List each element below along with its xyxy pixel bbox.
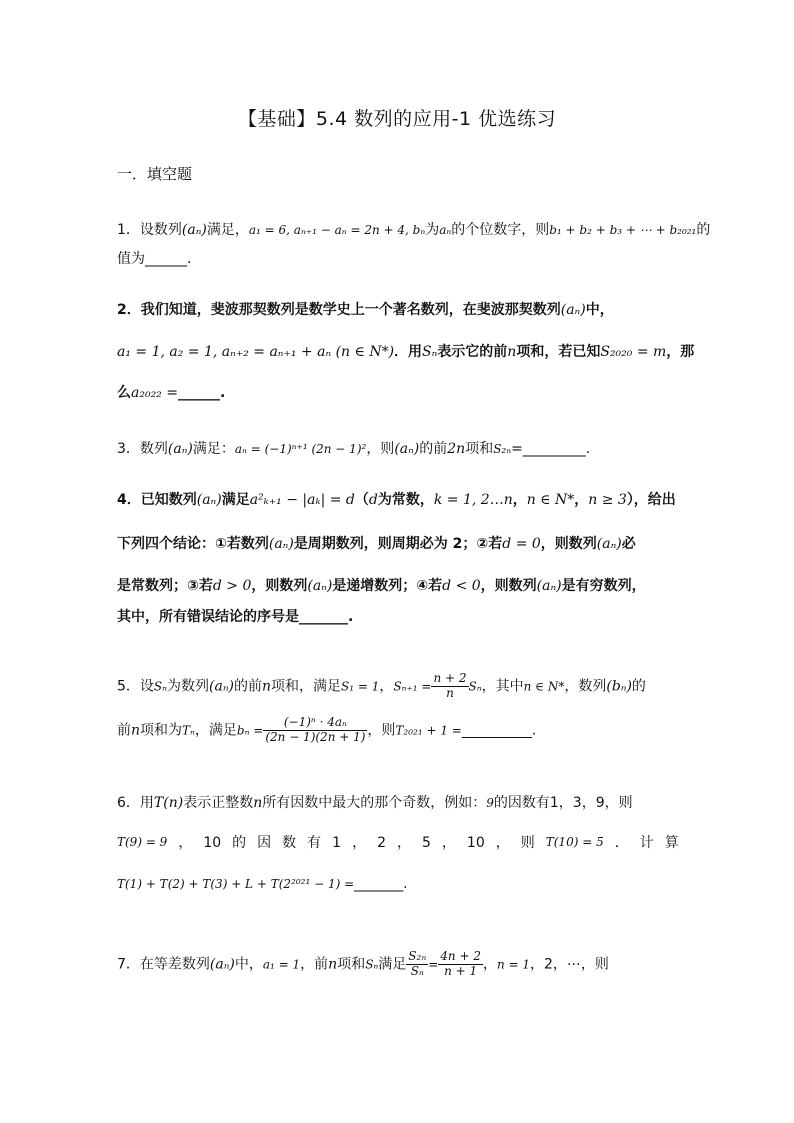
condition-formula: a²ₖ₊₁ − |aₖ| = d <box>249 492 355 508</box>
sum-ratio-fraction: $\frac{n + 2}{n}$ <box>433 671 467 700</box>
question-2-line-1: 2．我们知道，斐波那契数列是数学史上一个著名数列，在斐波那契数列(aₙ)中， <box>117 302 614 318</box>
sequence-formula: aₙ = (−1)ⁿ⁺¹ (2n − 1)² <box>234 442 367 456</box>
question-4-line-1: 4．已知数列(aₙ)满足a²ₖ₊₁ − |aₖ| = d（d为常数，k = 1, 2…n，n ∈ N*，n ≥ 3），给出 <box>117 492 676 508</box>
question-1-line-1: 1．设数列(aₙ)满足，a₁ = 6, aₙ₊₁ − aₙ = 2n + 4, bₙ为aₙ的个位数字，则b₁ + b₂ + b₃ + ⋯ + b₂₀₂₁的 <box>117 222 711 238</box>
question-2-line-2: a₁ = 1, a₂ = 1, aₙ₊₂ = aₙ₊₁ + aₙ (n ∈ N*)．用Sₙ表示它的前n项和，若已知S₂₀₂₀ = m，那 <box>117 344 695 360</box>
question-4-line-2: 下列四个结论：①若数列(aₙ)是周期数列，则周期必为 2；②若d = 0，则数列(aₙ)必 <box>117 536 636 552</box>
question-6-line-1: 6．用T(n)表示正整数n所有因数中最大的那个奇数，例如：9的因数有1，3，9，则 <box>117 795 633 811</box>
sum-expression: T(1) + T(2) + T(3) + L + T(2²⁰²¹ − 1) = <box>117 877 355 891</box>
fibonacci-formula: a₁ = 1, a₂ = 1, aₙ₊₂ = aₙ₊₁ + aₙ (n ∈ N*) <box>117 344 395 360</box>
question-1-line-2: 值为______. <box>117 251 192 267</box>
document-title: 【基础】5.4 数列的应用-1 优选练习 <box>237 108 557 130</box>
question-6-line-2: T(9) = 9 ， 10 的 因 数 有 1 ， 2 ， 5 ， 10 ， 则 T(10) = 5 ． 计 算 <box>117 835 679 851</box>
section-heading: 一．填空题 <box>117 165 193 183</box>
bn-fraction: $\frac{\text{(−1)ⁿ · 4aₙ}}{(2n - 1)(2n + 1)}$ <box>265 715 366 744</box>
question-5-line-1: 5．设Sₙ为数列(aₙ)的前n项和，满足S₁ = 1，Sₙ₊₁ = $\frac{n + 2}{n}$ Sₙ，其中n ∈ N*，数列(bₙ)的 <box>117 671 646 700</box>
question-4-line-3: 是常数列；③若d > 0，则数列(aₙ)是递增数列；④若d < 0，则数列(aₙ)是有穷数列， <box>117 578 646 594</box>
question-2-line-3: 么a₂₀₂₂ =______. <box>117 385 226 401</box>
question-3: 3．数列(aₙ)满足：aₙ = (−1)ⁿ⁺¹ (2n − 1)²，则(aₙ)的前2n项和S₂ₙ=_________. <box>117 441 591 457</box>
recurrence-formula: a₁ = 6, aₙ₊₁ − aₙ = 2n + 4, bₙ <box>248 223 426 237</box>
question-4-line-4: 其中，所有错误结论的序号是_______. <box>117 609 354 625</box>
sum-formula: b₁ + b₂ + b₃ + ⋯ + b₂₀₂₁ <box>549 223 697 237</box>
question-5-line-2: 前n项和为Tₙ，满足bₙ = $\frac{\text{(−1)ⁿ · 4aₙ}}{(2n - 1)(2n + 1)}$ ，则T₂₀₂₁ + 1 =__________. <box>117 715 537 744</box>
ratio-value-fraction: $\frac{4n + 2}{n + 1}$ <box>440 949 481 978</box>
question-6-line-3: T(1) + T(2) + T(3) + L + T(2²⁰²¹ − 1) =_______. <box>117 876 408 892</box>
s2n-over-sn-fraction: $\frac{\text{S₂ₙ}}{\text{Sₙ}}$ <box>408 949 427 978</box>
question-7-line-1: 7．在等差数列(aₙ)中，a₁ = 1，前n项和Sₙ满足 $\frac{\text{S₂ₙ}}{\text{Sₙ}}$ = $\frac{4n + 2}{n + 1}$ ，n = 1，2，⋯，则 <box>117 949 609 978</box>
